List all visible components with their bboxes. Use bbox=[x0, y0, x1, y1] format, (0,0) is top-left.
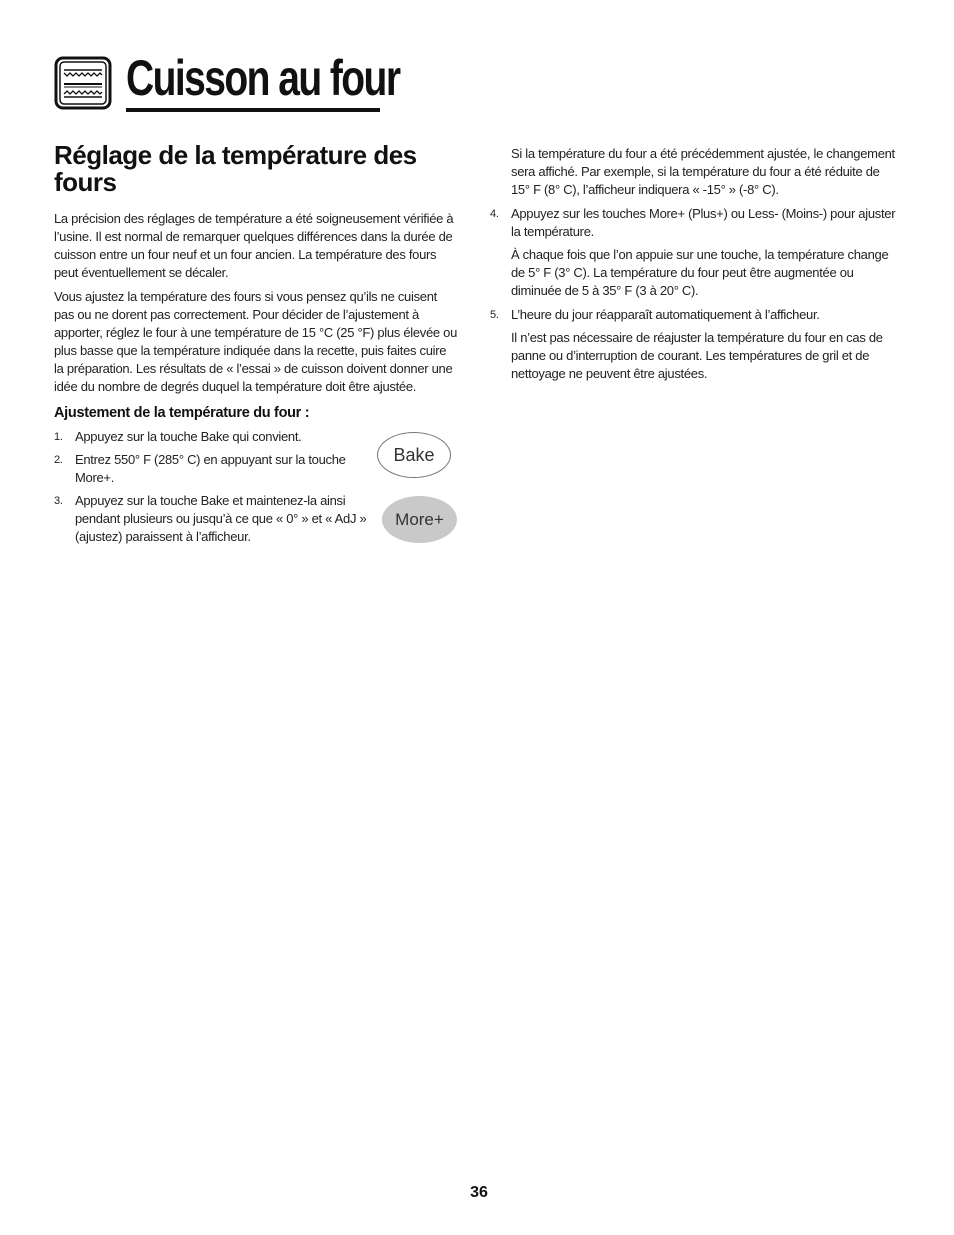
step-number: 5. bbox=[490, 309, 499, 321]
chapter-title: Cuisson au four bbox=[126, 50, 400, 106]
step-text: Appuyez sur la touche Bake qui convient. bbox=[75, 429, 302, 444]
step-note: À chaque fois que l’on appuie sur une touche, la température change de 5° F (3° C). La température du four peut être augmentée ou diminuée de 5 à 35° F (3 à 20° C). bbox=[511, 247, 889, 298]
bake-key-illustration: Bake bbox=[377, 432, 451, 478]
step-text: L’heure du jour réapparaît automatiquement à l’afficheur. bbox=[511, 307, 820, 322]
subheading: Ajustement de la température du four : bbox=[54, 405, 310, 421]
left-column bbox=[54, 142, 458, 551]
header-rule bbox=[126, 108, 380, 112]
step-number: 4. bbox=[490, 208, 499, 220]
steps-list bbox=[54, 428, 369, 546]
step-number: 1. bbox=[54, 431, 63, 443]
intro-paragraph: La précision des réglages de température a été soigneusement vérifiée à l’usine. Il est normal de remarquer quelques différences dans la durée de cuisson entre un four neuf et un four ancien. La température des fours peut éventuellement se décaler. bbox=[54, 211, 454, 280]
step-text: Appuyez sur les touches More+ (Plus+) ou Less- (Moins-) pour ajuster la température. bbox=[511, 206, 896, 239]
step-text: Entrez 550° F (285° C) en appuyant sur la touche More+. bbox=[75, 452, 346, 485]
oven-icon bbox=[54, 56, 114, 110]
section-title: Réglage de la température des fours bbox=[54, 140, 417, 197]
step-item bbox=[54, 451, 369, 487]
right-column bbox=[490, 145, 900, 389]
step-item bbox=[54, 492, 369, 546]
step-item bbox=[490, 306, 900, 324]
closing-note: Il n’est pas nécessaire de réajuster la température du four en cas de panne ou d’interruption de courant. Les températures de gril et de nettoyage ne peuvent être ajustées. bbox=[511, 330, 883, 381]
intro-paragraph: Vous ajustez la température des fours si vous pensez qu’ils ne cuisent pas ou ne dorent pas correctement. Pour décider de l’ajustement à apporter, réglez le four à une température de 15 °C (25 °F) plus élevée ou plus basse que la température indiquée dans la recette, puis faites cuire la préparation. Les résultats de « l’essai » de cuisson doivent donner une idée du nombre de degrés duquel la température doit être ajustée. bbox=[54, 289, 457, 394]
step-item bbox=[490, 205, 900, 241]
page-number: 36 bbox=[470, 1184, 488, 1201]
step-note: Si la température du four a été précédemment ajustée, le changement sera affiché. Par exemple, si la température du four a été réduite de 15° F (8° C), l’afficheur indiquera « -15° » (-8° C). bbox=[511, 146, 895, 197]
chapter-header bbox=[54, 50, 400, 114]
step-number: 3. bbox=[54, 495, 63, 507]
more-key-illustration: More+ bbox=[382, 496, 457, 543]
step-number: 2. bbox=[54, 454, 63, 466]
step-item bbox=[54, 428, 369, 446]
step-text: Appuyez sur la touche Bake et maintenez-la ainsi pendant plusieurs ou jusqu’à ce que « 0° » et « AdJ » (ajustez) paraissent à l’afficheur. bbox=[75, 493, 367, 544]
